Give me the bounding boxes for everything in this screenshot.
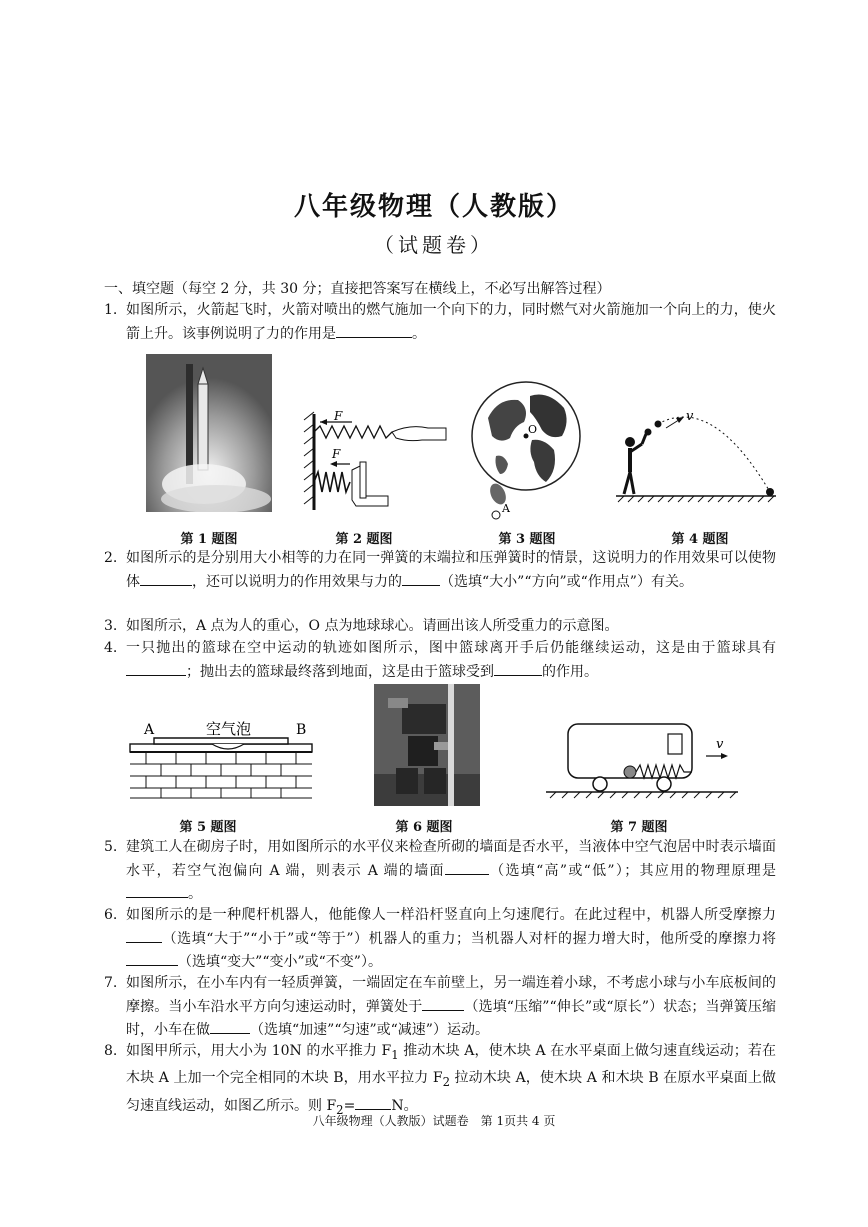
question-text: = xyxy=(343,1097,356,1114)
question-3 xyxy=(104,615,776,639)
bubble-label: 空气泡 xyxy=(206,720,252,738)
answer-blank[interactable] xyxy=(494,661,542,676)
question-number: 1. xyxy=(104,302,118,318)
level-figure xyxy=(126,718,316,800)
answer-blank[interactable] xyxy=(355,1095,391,1110)
cart-figure xyxy=(544,722,740,802)
question-text: 建筑工人在砌房子时，用如图所示的水平仪来检查所砌的墙面是否水平，当液体中空气泡居中时表示墙面水平，若空气泡偏向 A 端，则表示 A 端的墙面 xyxy=(126,839,776,879)
answer-blank[interactable] xyxy=(445,860,489,875)
climbing-robot-photo xyxy=(374,684,480,806)
earth-figure xyxy=(470,378,582,520)
page-footer: 八年级物理（人教版）试题卷 第 1页共 4 页 xyxy=(312,1114,556,1128)
figure-caption: 第 4 题图 xyxy=(671,532,729,547)
velocity-label: v xyxy=(686,409,694,424)
question-number: 6. xyxy=(104,907,118,923)
question-text: 拉动木块 A，使木块 A 和木块 B 在原水平桌面上做匀速直线运动，如图乙所示。则 F xyxy=(126,1070,776,1114)
figure-caption: 第 7 题图 xyxy=(610,820,668,835)
question-5 xyxy=(104,836,776,907)
spring-figure xyxy=(300,410,450,512)
subscript: 1 xyxy=(391,1047,399,1062)
answer-blank[interactable] xyxy=(126,951,178,966)
question-text: ；抛出去的篮球最终落到地面，这是由于篮球受到 xyxy=(186,663,494,680)
question-text: 推动木块 A，使木块 A 在水平桌面上做匀速直线运动；若在木块 A 上加一个完全相同的木块 B，用水平拉力 F xyxy=(126,1043,776,1087)
question-text: 如图甲所示，用大小为 10N 的水平推力 F xyxy=(126,1043,392,1059)
question-number: 7. xyxy=(104,975,118,991)
question-text: 一只抛出的篮球在空中运动的轨迹如图所示，图中篮球离开手后仍能继续运动，这是由于篮球具有 xyxy=(126,640,776,656)
question-number: 5. xyxy=(104,839,118,855)
question-8 xyxy=(104,1040,776,1122)
answer-blank[interactable] xyxy=(210,1019,250,1034)
question-text: N。 xyxy=(391,1097,418,1114)
question-text: 如图所示，火箭起飞时，火箭对喷出的燃气施加一个向下的力，同时燃气对火箭施加一个向上的力，使火箭上升。该事例说明了力的作用是 xyxy=(126,302,776,342)
page-title: 八年级物理（人教版） xyxy=(293,192,574,222)
answer-blank[interactable] xyxy=(126,928,162,943)
question-text: 。 xyxy=(188,886,202,902)
gravity-center-label: A xyxy=(502,502,510,515)
subscript: 2 xyxy=(442,1075,450,1090)
question-4 xyxy=(104,637,776,684)
force-label: F xyxy=(332,447,341,461)
question-number: 8. xyxy=(104,1043,118,1059)
answer-blank[interactable] xyxy=(140,571,192,586)
question-number: 4. xyxy=(104,640,118,656)
answer-blank[interactable] xyxy=(336,323,412,338)
section-heading: 一、填空题（每空 2 分，共 30 分；直接把答案写在横线上，不必写出解答过程） xyxy=(104,281,611,297)
question-2 xyxy=(104,547,776,594)
answer-blank[interactable] xyxy=(402,571,440,586)
question-text: 如图所示的是分别用大小相等的力在同一弹簧的末端拉和压弹簧时的情景，这说明力的作用效果可以使物体 xyxy=(126,550,776,590)
question-number: 3. xyxy=(104,618,118,634)
level-end-b-label: B xyxy=(296,722,307,738)
question-7 xyxy=(104,972,776,1043)
question-text: （选填“大小”“方向”或“作用点”）有关。 xyxy=(440,573,693,590)
figure-caption: 第 2 题图 xyxy=(335,532,393,547)
question-text: （选填“大于”“小于”或“等于”）机器人的重力；当机器人对杆的握力增大时，他所受的摩擦力将 xyxy=(162,930,776,947)
question-text: （选填“压缩”“伸长”或“原长”）状态；当弹簧压缩时，小车在做 xyxy=(126,998,776,1038)
question-text: ，还可以说明力的作用效果与力的 xyxy=(192,573,402,590)
question-text: 如图所示，A 点为人的重心，O 点为地球球心。请画出该人所受重力的示意图。 xyxy=(126,618,619,634)
answer-blank[interactable] xyxy=(126,661,186,676)
question-text: （选填“高”或“低”）；其应用的物理原理是 xyxy=(488,862,776,879)
page-subtitle: （试题卷） xyxy=(374,233,494,257)
question-6 xyxy=(104,904,776,975)
basketball-figure xyxy=(612,404,778,506)
level-end-a-label: A xyxy=(144,722,155,738)
question-text: （选填“加速”“匀速”或“减速”）运动。 xyxy=(250,1022,489,1038)
question-1 xyxy=(104,299,776,346)
question-text: 如图所示，在小车内有一轻质弹簧，一端固定在车前壁上，另一端连着小球，不考虑小球与小车底板间的摩擦。当小车沿水平方向匀速运动时，弹簧处于 xyxy=(126,975,776,1015)
figure-caption: 第 5 题图 xyxy=(179,820,237,835)
figure-caption: 第 1 题图 xyxy=(180,532,238,547)
subscript: 2 xyxy=(336,1102,344,1117)
earth-center-label: O xyxy=(528,423,538,436)
rocket-photo xyxy=(146,354,272,512)
question-text: 的作用。 xyxy=(542,663,598,680)
answer-blank[interactable] xyxy=(422,996,464,1011)
question-text: 如图所示的是一种爬杆机器人，他能像人一样沿杆竖直向上匀速爬行。在此过程中，机器人所受摩擦力 xyxy=(126,907,776,923)
velocity-label: v xyxy=(716,737,724,752)
answer-blank[interactable] xyxy=(126,883,188,898)
question-text: 。 xyxy=(412,325,426,342)
question-text: （选填“变大”“变小”或“不变”）。 xyxy=(178,954,382,970)
force-label: F xyxy=(334,410,343,423)
figure-caption: 第 6 题图 xyxy=(395,820,453,835)
figure-caption: 第 3 题图 xyxy=(498,532,556,547)
question-number: 2. xyxy=(104,550,118,566)
